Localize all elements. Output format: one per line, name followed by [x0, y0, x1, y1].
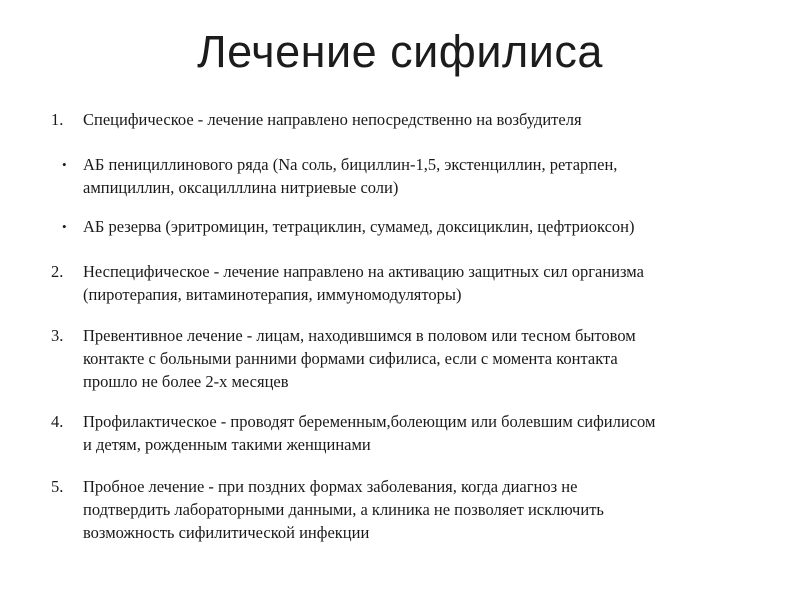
list-item-text — [83, 475, 773, 544]
list-item-marker: 4. — [51, 412, 64, 431]
list-item-text — [83, 260, 773, 306]
list-item-marker: 1. — [51, 110, 64, 129]
list-item-line: возможность сифилитической инфекции — [83, 523, 370, 542]
list-item-line: прошло не более 2-х месяцев — [83, 372, 289, 391]
list-item-line: АБ резерва (эритромицин, тетрациклин, сумамед, доксициклин, цефтриоксон) — [83, 217, 635, 236]
list-item-line: АБ пенициллинового ряда (Na соль, бициллин-1,5, экстенциллин, ретарпен, — [83, 155, 618, 174]
bullet-icon: • — [62, 157, 67, 172]
list-item-line: ампициллин, оксацилллина нитриевые соли) — [83, 178, 399, 197]
list-item-line: Пробное лечение - при поздних формах заболевания, когда диагноз не — [83, 477, 578, 496]
list-item-line: Профилактическое - проводят беременным,болеющим или болевшим сифилисом — [83, 412, 656, 431]
list-item-text — [83, 324, 773, 393]
list-item-marker: 2. — [51, 262, 64, 281]
list-item-line: Превентивное лечение - лицам, находившимся в половом или тесном бытовом — [83, 326, 636, 345]
list-item-text — [83, 153, 773, 199]
list-item-line: подтвердить лабораторными данными, а клиника не позволяет исключить — [83, 500, 604, 519]
slide-title: Лечение сифилиса — [197, 26, 603, 77]
list-item-line: Специфическое - лечение направлено непосредственно на возбудителя — [83, 110, 582, 129]
list-item-line: (пиротерапия, витаминотерапия, иммуномодуляторы) — [83, 285, 462, 304]
list-item-text — [83, 108, 773, 131]
list-item-marker: 3. — [51, 326, 64, 345]
list-item-text — [83, 410, 773, 456]
list-item-line: Неспецифическое - лечение направлено на активацию защитных сил организма — [83, 262, 644, 281]
list-item-marker: 5. — [51, 477, 64, 496]
list-item-line: и детям, рожденным такими женщинами — [83, 435, 371, 454]
bullet-icon: • — [62, 219, 67, 234]
list-item-line: контакте с больными ранними формами сифилиса, если с момента контакта — [83, 349, 618, 368]
list-item-text — [83, 215, 773, 238]
